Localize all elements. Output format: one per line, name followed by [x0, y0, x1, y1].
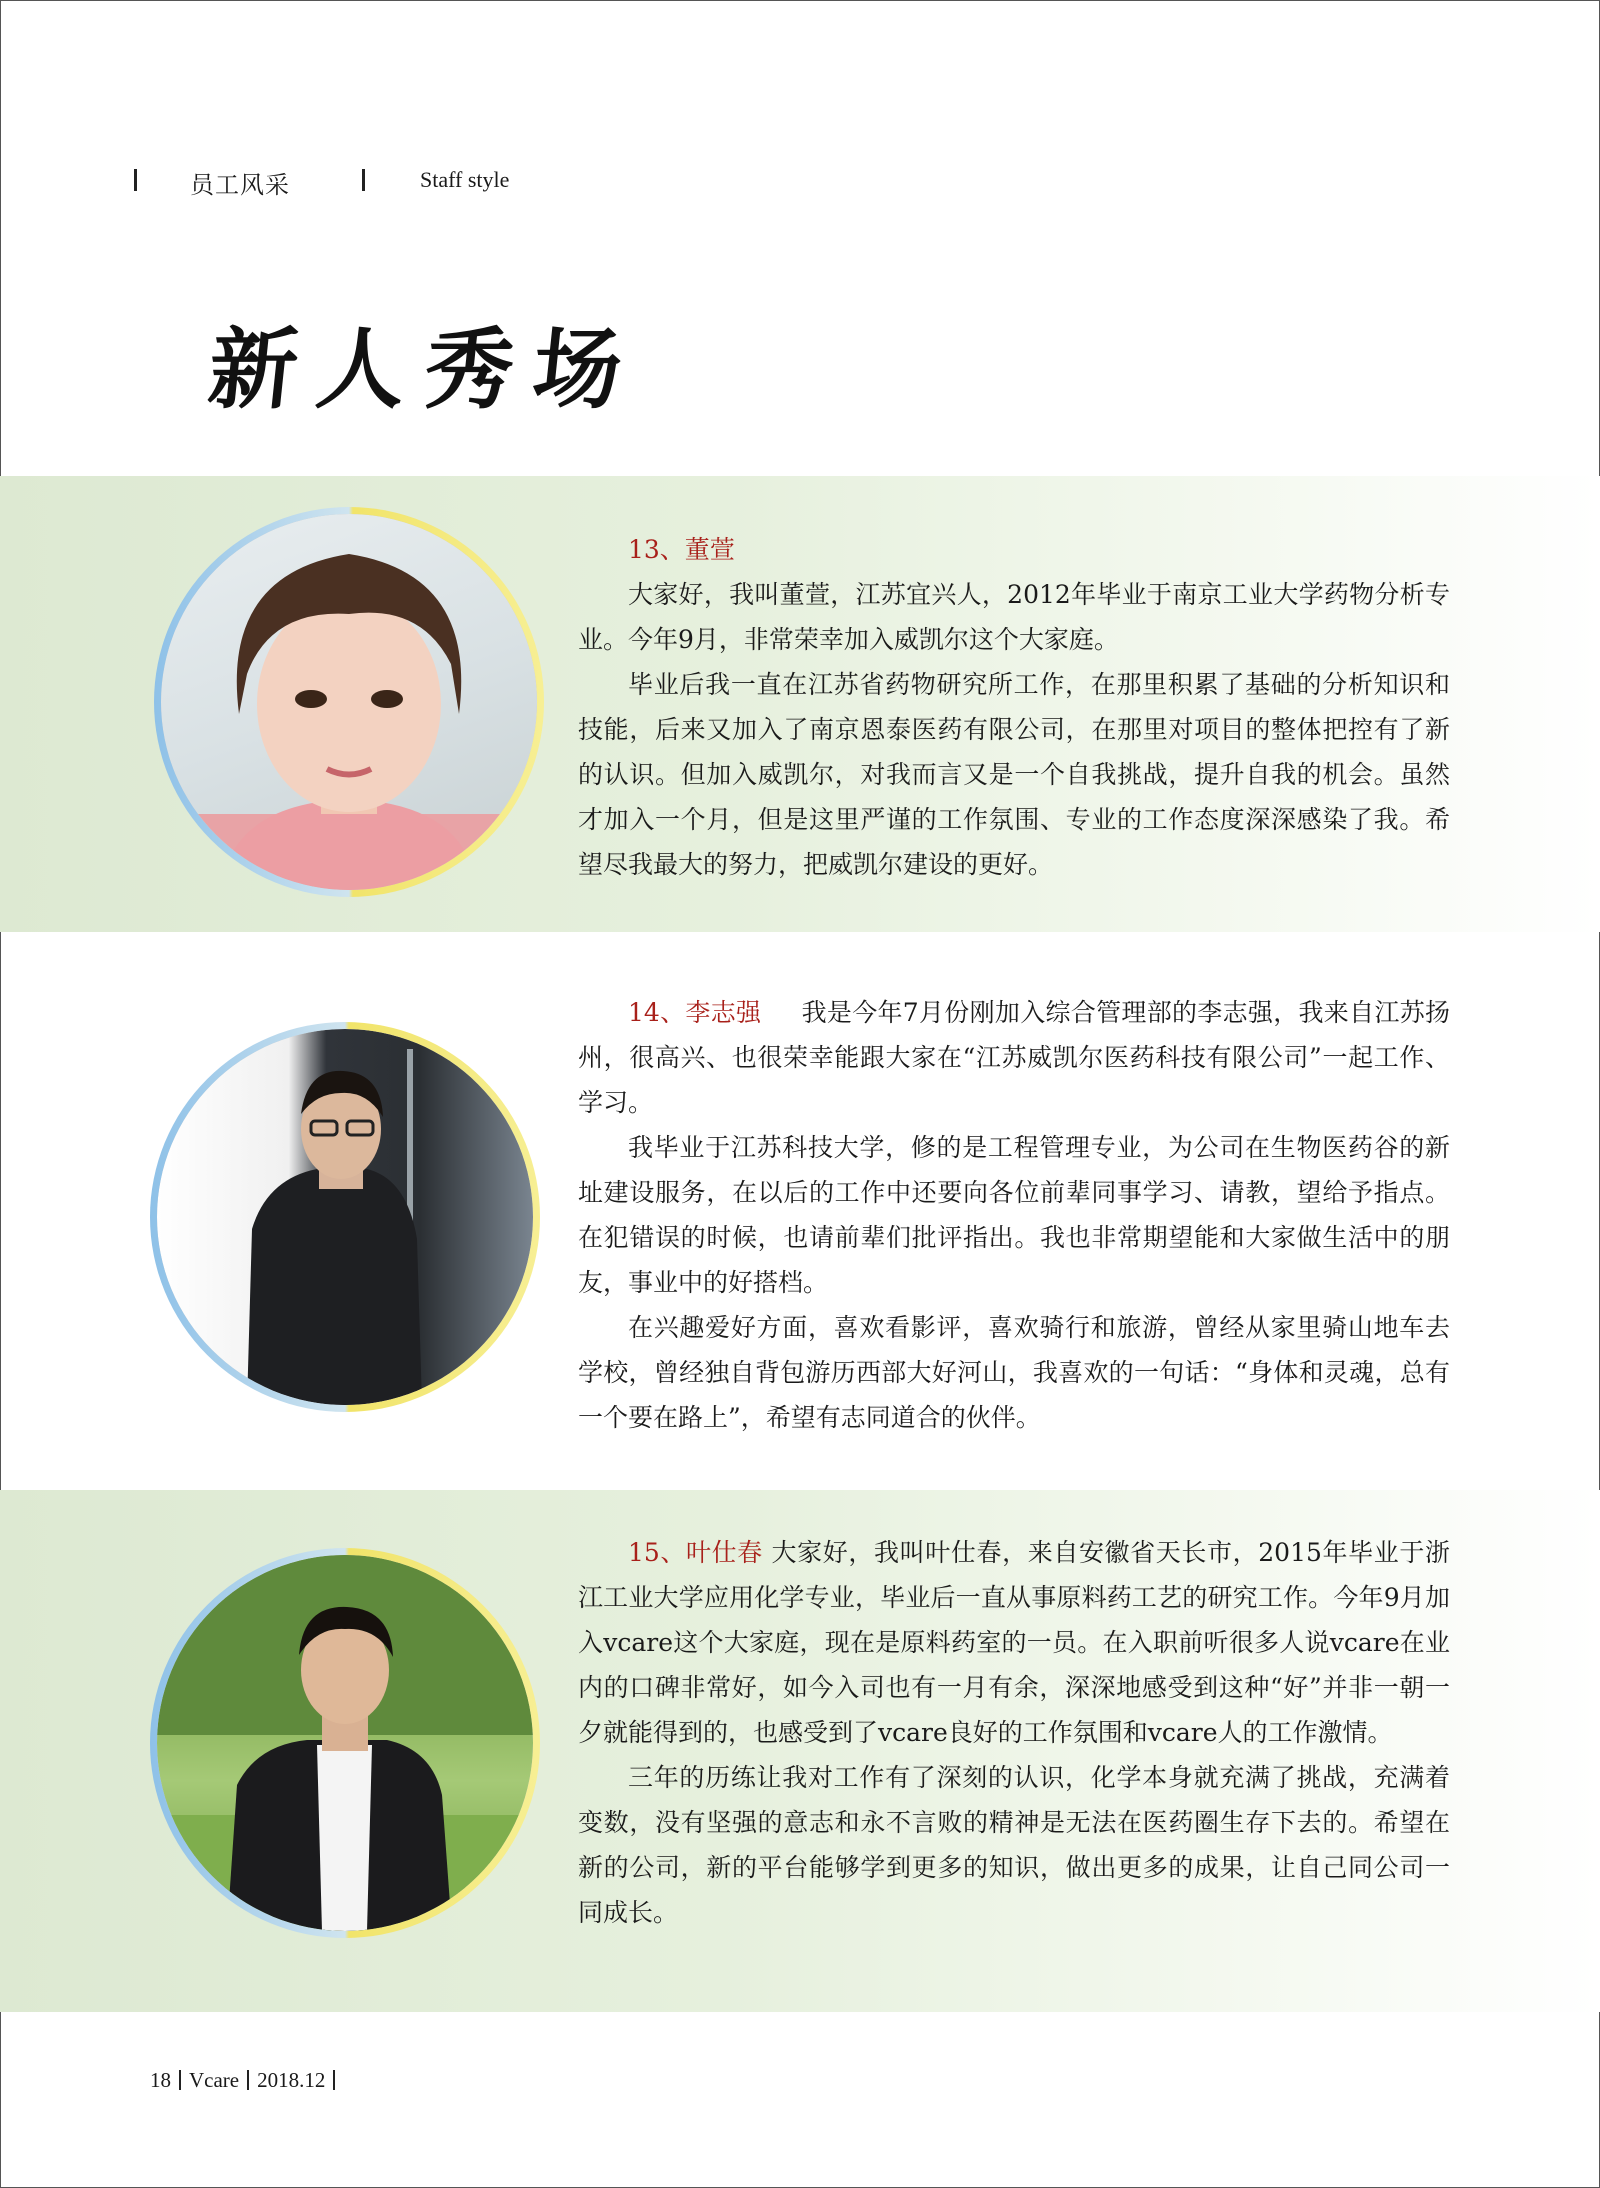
profile-paragraph: 三年的历练让我对工作有了深刻的认识，化学本身就充满了挑战，充满着变数，没有坚强的意志和永不言败的精神是无法在医药圈生存下去的。希望在新的公司，新的平台能够学到更多的知识，做出更多的成果，让自己同公司一同成长。	[578, 1763, 1450, 1927]
page-footer	[150, 2068, 343, 2093]
portrait-image	[161, 514, 537, 890]
profile-photo	[154, 507, 544, 897]
page-number: 18	[150, 2068, 171, 2092]
magazine-name: Vcare	[189, 2068, 240, 2092]
footer-divider	[179, 2070, 181, 2090]
profile-paragraph: 我毕业于江苏科技大学，修的是工程管理专业，为公司在生物医药谷的新址建设服务，在以后的工作中还要向各位前辈同事学习、请教，望给予指点。在犯错误的时候，也请前辈们批评指出。我也非常期望能和大家做生活中的朋友，事业中的好搭档。	[578, 1133, 1450, 1297]
profile-name: 15、叶仕春	[628, 1538, 763, 1567]
issue-date: 2018.12	[257, 2068, 326, 2092]
profile-intro: 大家好，我叫叶仕春，来自安徽省天长市，2015年毕业于浙江工业大学应用化学专业，毕业后一直从事原料药工艺的研究工作。今年9月加入vcare这个大家庭，现在是原料药室的一员。在入职前听很多人说vcare在业内的口碑非常好，如今入司也有一月有余，深深地感受到这种“好”并非一朝一夕就能得到的，也感受到了vcare良好的工作氛围和vcare人的工作激情。	[578, 1538, 1451, 1747]
section-title-en: Staff style	[420, 167, 510, 192]
portrait-image	[157, 1555, 533, 1931]
profile-paragraph: 大家好，我叫董萱，江苏宜兴人，2012年毕业于南京工业大学药物分析专业。今年9月，非常荣幸加入威凯尔这个大家庭。	[578, 580, 1450, 654]
profile-text	[578, 1530, 1450, 1935]
profile-paragraph: 毕业后我一直在江苏省药物研究所工作，在那里积累了基础的分析知识和技能，后来又加入了南京恩泰医药有限公司，在那里对项目的整体把控有了新的认识。但加入威凯尔，对我而言又是一个自我挑战，提升自我的机会。虽然才加入一个月，但是这里严谨的工作氛围、专业的工作态度深深感染了我。希望尽我最大的努力，把威凯尔建设的更好。	[578, 670, 1450, 879]
header-divider	[134, 169, 137, 191]
footer-divider	[247, 2070, 249, 2090]
profile-photo	[150, 1548, 540, 1938]
profile-intro: 我是今年7月份刚加入综合管理部的李志强，我来自江苏扬州，很高兴、也很荣幸能跟大家在“江苏威凯尔医药科技有限公司”一起工作、学习。	[578, 998, 1450, 1117]
profile-name: 14、李志强	[628, 998, 762, 1027]
portrait-image	[157, 1029, 533, 1405]
profile-paragraph: 在兴趣爱好方面，喜欢看影评，喜欢骑行和旅游，曾经从家里骑山地车去学校，曾经独自背包游历西部大好河山，我喜欢的一句话：“身体和灵魂，总有一个要在路上”，希望有志同道合的伙伴。	[578, 1313, 1450, 1432]
profile-name: 13、董萱	[628, 535, 735, 564]
profile-photo	[150, 1022, 540, 1412]
footer-divider	[333, 2070, 335, 2090]
profile-text	[578, 990, 1450, 1440]
profile-text	[578, 527, 1450, 887]
section-title-cn: 员工风采	[190, 171, 290, 199]
header-divider	[362, 169, 365, 191]
page-title: 新人秀场	[203, 317, 647, 421]
